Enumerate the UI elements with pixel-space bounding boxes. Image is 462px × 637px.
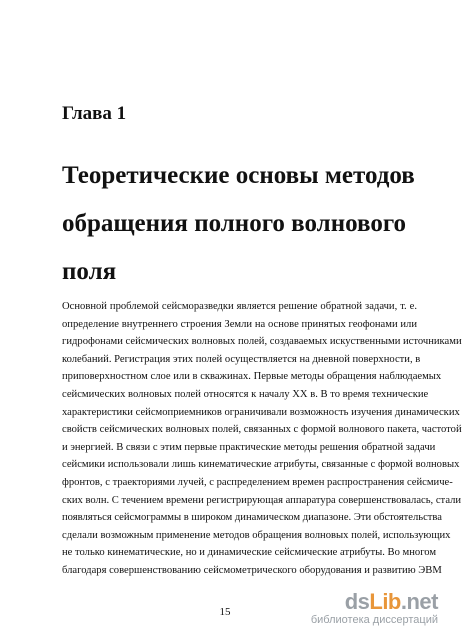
body-line: и энергией. В связи с этим первые практические методы решения обратной задачи <box>62 441 436 453</box>
chapter-title-line: поля <box>62 258 117 285</box>
body-line: ских волн. С течением времени регистрирующая аппаратура совершенствовалась, стали <box>62 494 462 506</box>
body-line: не только кинематические, но и динамические сейсмические атрибуты. Во многом <box>62 547 437 559</box>
site-subtitle: библиотека диссертаций <box>310 614 438 626</box>
chapter-title-line: Теоретические основы методов <box>62 162 415 189</box>
body-line: определение внутреннего строения Земли на основе принятых геофонами или <box>62 318 417 330</box>
body-line: сейсмики использовали лишь кинематические атрибуты, связанные с формой волновых <box>62 459 460 471</box>
body-line: характеристики сейсмоприемников ограничивали возможность изучения динамических <box>62 406 460 418</box>
body-line: благодаря совершенствованию сейсмометрического оборудования и развитию ЭВМ <box>62 564 442 576</box>
body-text <box>62 298 462 576</box>
body-line: фронтов, с траекториями лучей, с распределением времен распространения сейсмиче- <box>62 476 453 488</box>
body-line: приповерхностном слое или в скважинах. Первые методы обращения наблюдаемых <box>62 371 442 383</box>
body-line: сейсмических волновых полей относятся к началу XX в. В то время технические <box>62 388 429 400</box>
site-watermark[interactable] <box>311 590 438 626</box>
body-line: гидрофонами сейсмических волновых полей, создаваемых искуственными источниками <box>62 336 462 348</box>
chapter-title-line: обращения полного волнового <box>62 210 407 237</box>
chapter-title <box>62 152 422 296</box>
body-line: появляться сейсмограммы в широком динамическом диапазоне. Эти обстоятельства <box>62 512 442 524</box>
body-line: колебаний. Регистрация этих полей осуществляется на дневной поверхности, в <box>62 353 421 365</box>
body-line: свойств сейсмических волновых полей, связанных с формой волнового пакета, частотой <box>62 424 462 436</box>
logo-lib: Lib <box>369 589 401 614</box>
body-line: Основной проблемой сейсморазведки является решение обратной задачи, т. е. <box>62 301 417 312</box>
chapter-heading: Глава 1 <box>62 103 127 124</box>
page-number: 15 <box>219 606 231 618</box>
body-line: сделали возможным применение методов обращения волновых полей, использующих <box>62 529 451 541</box>
site-logo[interactable] <box>311 590 438 614</box>
logo-ds: ds <box>344 589 370 614</box>
logo-net: .net <box>400 589 438 614</box>
